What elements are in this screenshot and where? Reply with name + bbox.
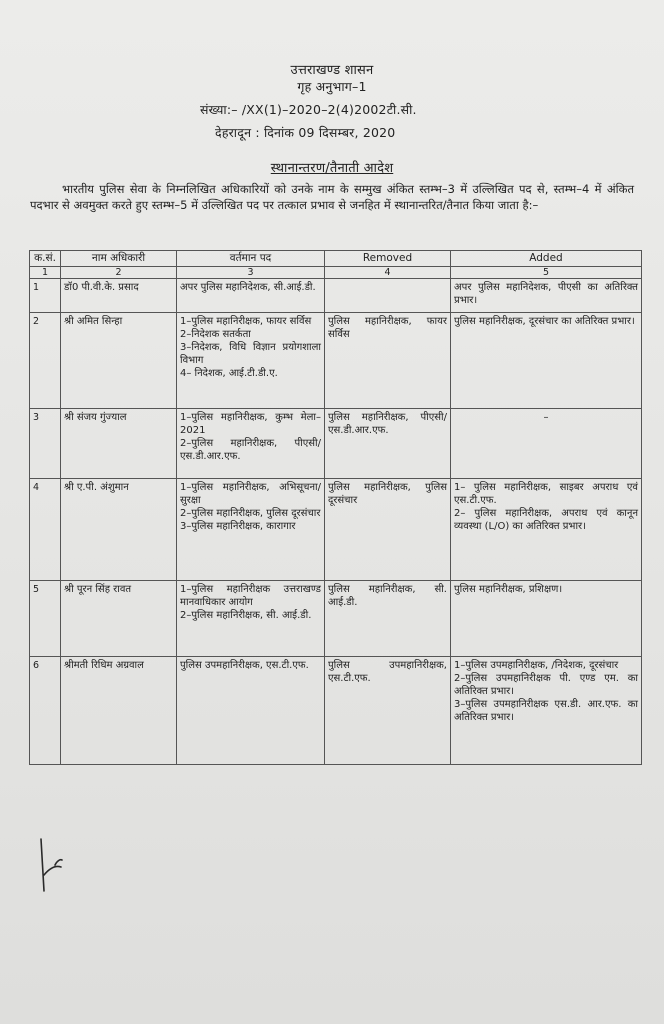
- cell-officer-name: श्री पूरन सिंह रावत: [61, 581, 177, 657]
- place-date: देहरादून : दिनांक 09 दिसम्बर, 2020: [215, 125, 396, 140]
- added-post-line: –: [543, 412, 549, 423]
- cell-added: [451, 409, 642, 479]
- col-number: 3: [177, 267, 325, 279]
- cell-removed: [325, 279, 451, 313]
- order-subject: स्थानान्तरण/तैनाती आदेश: [270, 161, 394, 176]
- cell-added: [451, 479, 642, 581]
- current-post-line: 2–पुलिस महानिरीक्षक, पीएसी/एस.डी.आर.एफ.: [180, 438, 321, 462]
- cell-added: [451, 279, 642, 313]
- current-post-line: अपर पुलिस महानिदेशक, सी.आई.डी.: [180, 282, 316, 293]
- cell-current: [177, 479, 325, 581]
- col-header-current: वर्तमान पद: [177, 251, 325, 267]
- col-number: 4: [325, 267, 451, 279]
- section-title: गृह अनुभाग–1: [297, 79, 367, 94]
- cell-serial: 2: [30, 313, 61, 409]
- order-number: संख्या:– /XX(1)–2020–2(4)2002टी.सी.: [200, 102, 417, 117]
- order-paragraph: भारतीय पुलिस सेवा के निम्नलिखित अधिकारियों को उनके नाम के सम्मुख अंकित स्तम्भ–3 में उल्लिखित पद से, स्तम्भ–4 में अंकित पदभार से अवमुक्त करते हुए स्तम्भ–5 में उल्लिखित पद पर तत्काल प्रभाव से जनहित में स्थानान्तरित/तैनात किया जाता है:–: [30, 182, 634, 212]
- cell-added: [451, 657, 642, 765]
- cell-officer-name: डॉ0 पी.वी.के. प्रसाद: [61, 279, 177, 313]
- current-post-line: 1–पुलिस महानिरीक्षक उत्तराखण्ड मानवाधिकार आयोग: [180, 584, 321, 608]
- cell-current: [177, 313, 325, 409]
- table-row: [30, 279, 642, 313]
- cell-serial: 5: [30, 581, 61, 657]
- cell-removed: [325, 313, 451, 409]
- government-title: उत्तराखण्ड शासन: [290, 63, 374, 78]
- column-number-row: [30, 267, 642, 279]
- cell-removed: [325, 409, 451, 479]
- cell-officer-name: श्री ए.पी. अंशुमान: [61, 479, 177, 581]
- table-body: [30, 279, 642, 765]
- transfer-table: [29, 250, 642, 765]
- col-number: 2: [61, 267, 177, 279]
- current-post-line: 2–निदेशक सतर्कता: [180, 329, 251, 340]
- cell-current: [177, 409, 325, 479]
- cell-removed: [325, 479, 451, 581]
- col-number: 5: [451, 267, 642, 279]
- added-post-line: अपर पुलिस महानिदेशक, पीएसी का अतिरिक्त प्रभार।: [454, 282, 638, 306]
- removed-post-line: पुलिस उपमहानिरीक्षक, एस.टी.एफ.: [328, 660, 447, 684]
- current-post-line: 3–निदेशक, विधि विज्ञान प्रयोगशाला विभाग: [180, 342, 321, 366]
- removed-post-line: पुलिस महानिरीक्षक, सी. आई.डी.: [328, 584, 447, 608]
- cell-added: [451, 581, 642, 657]
- table-row: [30, 657, 642, 765]
- cell-serial: 4: [30, 479, 61, 581]
- current-post-line: 1–पुलिस महानिरीक्षक, अभिसूचना/सुरक्षा: [180, 482, 321, 506]
- current-post-line: 2–पुलिस महानिरीक्षक, सी. आई.डी.: [180, 610, 312, 621]
- cell-officer-name: श्री अमित सिन्हा: [61, 313, 177, 409]
- current-post-line: 1–पुलिस महानिरीक्षक, फायर सर्विस: [180, 316, 312, 327]
- removed-post-line: पुलिस महानिरीक्षक, फायर सर्विस: [328, 316, 447, 340]
- cell-serial: 3: [30, 409, 61, 479]
- col-header-removed: Removed: [325, 251, 451, 267]
- added-post-line: 3–पुलिस उपमहानिरीक्षक एस.डी. आर.एफ. का अतिरिक्त प्रभार।: [454, 699, 638, 723]
- col-header-added: Added: [451, 251, 642, 267]
- added-post-line: 1–पुलिस उपमहानिरीक्षक, /निदेशक, दूरसंचार: [454, 660, 619, 671]
- current-post-line: 3–पुलिस महानिरीक्षक, कारागार: [180, 521, 296, 532]
- cell-added: [451, 313, 642, 409]
- table-row: [30, 581, 642, 657]
- cell-removed: [325, 657, 451, 765]
- col-header-sn: क.सं.: [30, 251, 61, 267]
- table-row: [30, 479, 642, 581]
- current-post-line: पुलिस उपमहानिरीक्षक, एस.टी.एफ.: [180, 660, 309, 671]
- table-header-row: [30, 251, 642, 267]
- added-post-line: 2–पुलिस उपमहानिरीक्षक पी. एण्ड एम. का अतिरिक्त प्रभार।: [454, 673, 638, 697]
- added-post-line: पुलिस महानिरीक्षक, प्रशिक्षण।: [454, 584, 563, 595]
- cell-serial: 1: [30, 279, 61, 313]
- cell-officer-name: श्रीमती रिधिम अग्रवाल: [61, 657, 177, 765]
- cell-officer-name: श्री संजय गुंज्याल: [61, 409, 177, 479]
- col-header-name: नाम अधिकारी: [61, 251, 177, 267]
- added-post-line: 2– पुलिस महानिरीक्षक, अपराध एवं कानून व्यवस्था (L/O) का अतिरिक्त प्रभार।: [454, 508, 638, 532]
- removed-post-line: पुलिस महानिरीक्षक, पीएसी/एस.डी.आर.एफ.: [328, 412, 447, 436]
- table-row: [30, 313, 642, 409]
- added-post-line: पुलिस महानिरीक्षक, दूरसंचार का अतिरिक्त प्रभार।: [454, 316, 635, 327]
- current-post-line: 2–पुलिस महानिरीक्षक, पुलिस दूरसंचार: [180, 508, 321, 519]
- current-post-line: 1–पुलिस महानिरीक्षक, कुम्भ मेला–2021: [180, 412, 321, 436]
- current-post-line: 4– निदेशक, आई.टी.डी.ए.: [180, 368, 278, 379]
- cell-current: [177, 657, 325, 765]
- table-row: [30, 409, 642, 479]
- cell-current: [177, 581, 325, 657]
- added-post-line: 1– पुलिस महानिरीक्षक, साइबर अपराध एवं एस.टी.एफ.: [454, 482, 638, 506]
- col-number: 1: [30, 267, 61, 279]
- cell-current: [177, 279, 325, 313]
- signature-mark: [35, 835, 65, 895]
- removed-post-line: पुलिस महानिरीक्षक, पुलिस दूरसंचार: [328, 482, 447, 506]
- cell-removed: [325, 581, 451, 657]
- cell-serial: 6: [30, 657, 61, 765]
